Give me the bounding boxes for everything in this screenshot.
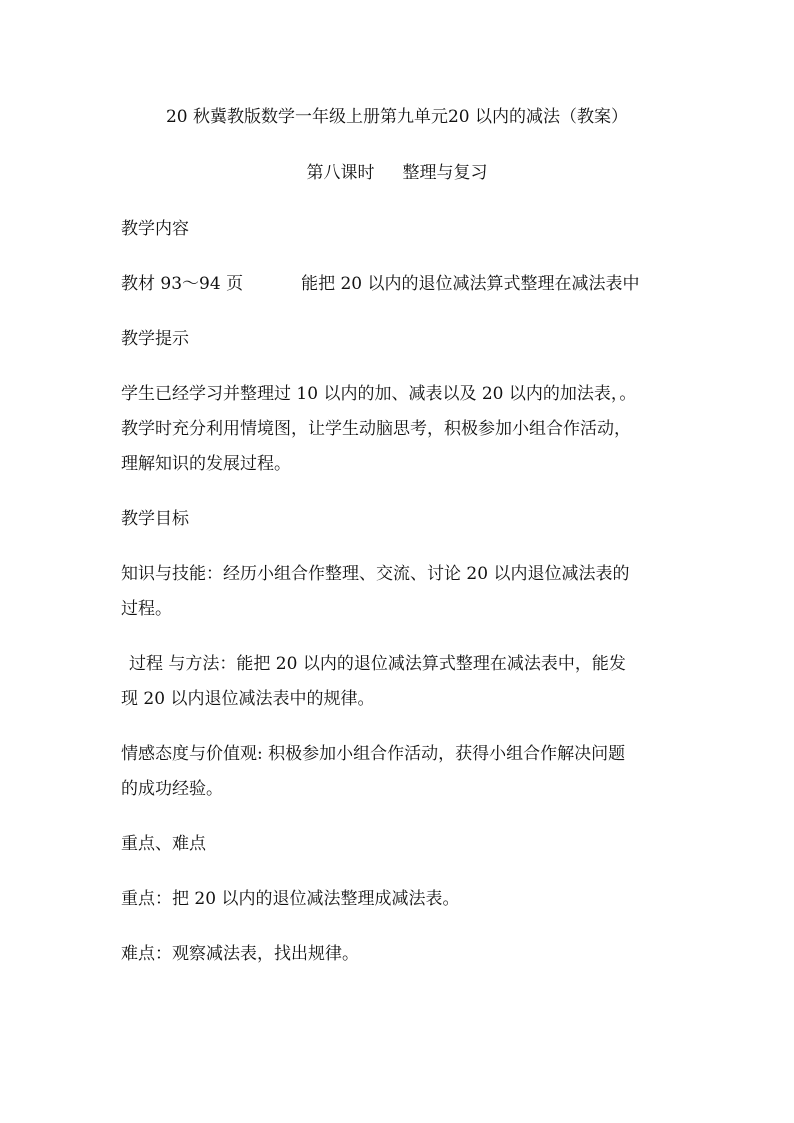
teaching-hint-line-2: 教学时充分利用情境图，让学生动脑思考，积极参加小组合作活动， [121,419,631,439]
goal-knowledge-line-2: 过程。 [121,599,172,619]
content-description: 能把 20 以内的退位减法算式整理在减法表中 [301,274,640,294]
teaching-hint-line-1: 学生已经学习并整理过 10 以内的加、减表以及 20 以内的加法表，。 [121,384,637,404]
key-points-heading: 重点、难点 [121,834,206,854]
goal-process-line-1: 过程 与方法：能把 20 以内的退位减法算式整理在减法表中，能发 [129,654,626,674]
document-body [121,212,681,972]
lesson-number: 第八课时 [306,163,375,183]
goal-attitude-line-1: 情感态度与价值观: 积极参加小组合作活动，获得小组合作解决问题 [121,744,626,764]
teaching-goals-heading: 教学目标 [121,509,189,529]
teaching-hint-heading: 教学提示 [121,329,189,349]
lesson-topic: 整理与复习 [402,163,488,183]
goal-process-line-2: 现 20 以内退位减法表中的规律。 [121,689,375,709]
key-point-text: 重点：把 20 以内的退位减法整理成减法表。 [121,889,460,909]
textbook-pages: 教材 93～94 页 [121,274,244,294]
teaching-hint-line-3: 理解知识的发展过程。 [121,454,291,474]
difficult-point-text: 难点：观察减法表，找出规律。 [121,944,359,964]
goal-knowledge-line-1: 知识与技能：经历小组合作整理、交流、讨论 20 以内退位减法表的 [121,564,630,584]
goal-attitude-line-2: 的成功经验。 [121,779,223,799]
document-title: 20 秋冀教版数学一年级上册第九单元20 以内的减法（教案） [165,107,629,127]
teaching-content-text [121,267,681,302]
lesson-subtitle [0,160,794,186]
teaching-content-heading: 教学内容 [121,219,189,239]
